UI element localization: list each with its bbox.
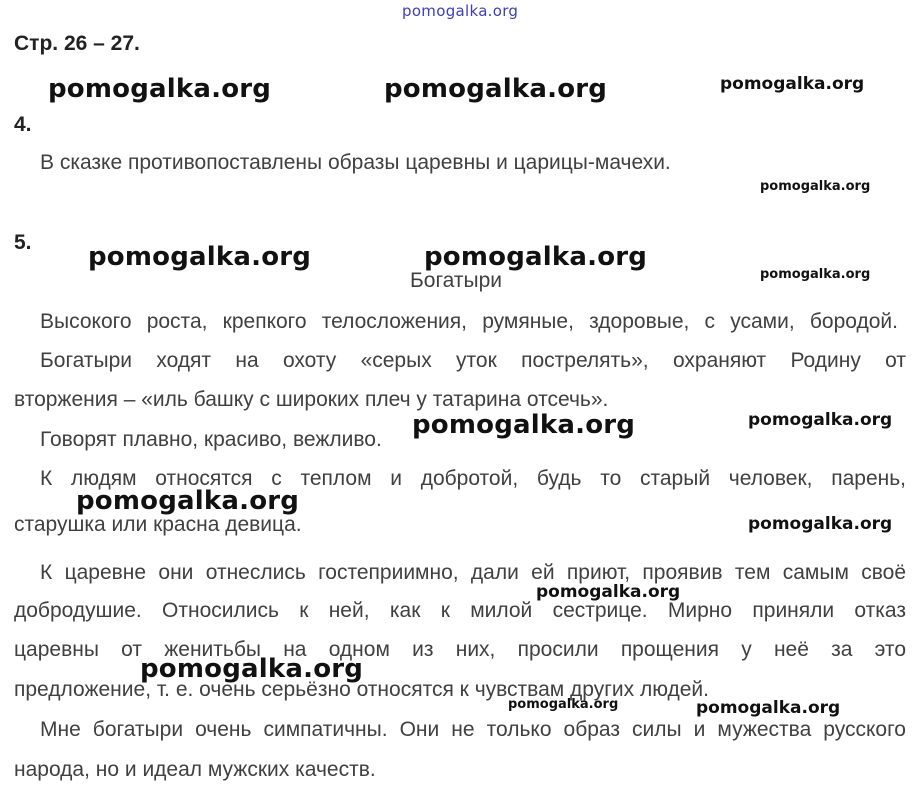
answer-line: царевны от женитьбы на одном из них, просили прощения у неё за это (14, 638, 906, 661)
answer-line: добродушие. Относились к ней, как к милой сестрице. Мирно приняли отказ (14, 599, 906, 622)
page-reference: Стр. 26 – 27. (14, 32, 140, 55)
watermark: pomogalka.org (88, 242, 312, 272)
watermark: pomogalka.org (748, 514, 893, 534)
answer-line: старушка или красна девица. (14, 513, 302, 536)
question-5-title: Богатыри (410, 269, 502, 292)
watermark: pomogalka.org (536, 582, 681, 602)
watermark: pomogalka.org (412, 410, 636, 440)
question-4-number: 4. (14, 113, 32, 136)
watermark-top: pomogalka.org (402, 2, 519, 20)
watermark: pomogalka.org (748, 410, 893, 430)
answer-line: Мне богатыри очень симпатичны. Они не только образ силы и мужества русского (40, 718, 906, 741)
answer-line: К царевне они отнеслись гостеприимно, дали ей приют, проявив тем самым своё (40, 561, 906, 584)
watermark: pomogalka.org (760, 179, 871, 194)
watermark: pomogalka.org (424, 242, 648, 272)
watermark: pomogalka.org (696, 698, 841, 718)
answer-line: Богатыри ходят на охоту «серых уток пострелять», охраняют Родину от (40, 349, 906, 372)
answer-line: вторжения – «иль башку с широких плеч у татарина отсечь». (14, 388, 609, 411)
answer-line: Говорят плавно, красиво, вежливо. (40, 428, 382, 451)
question-5-number: 5. (14, 231, 32, 254)
watermark: pomogalka.org (508, 697, 619, 712)
watermark: pomogalka.org (140, 654, 364, 684)
question-4-answer: В сказке противопоставлены образы царевны и царицы-мачехи. (40, 151, 671, 174)
watermark: pomogalka.org (48, 74, 272, 104)
answer-line: Высокого роста, крепкого телосложения, румяные, здоровые, с усами, бородой. (40, 310, 898, 333)
watermark: pomogalka.org (384, 74, 608, 104)
answer-line: К людям относятся с теплом и добротой, будь то старый человек, парень, (40, 467, 906, 490)
watermark: pomogalka.org (720, 74, 865, 94)
answer-line: народа, но и идеал мужских качеств. (14, 758, 376, 781)
watermark: pomogalka.org (76, 486, 300, 516)
answer-line: предложение, т. е. очень серьёзно относятся к чувствам других людей. (14, 678, 709, 701)
watermark: pomogalka.org (760, 267, 871, 282)
